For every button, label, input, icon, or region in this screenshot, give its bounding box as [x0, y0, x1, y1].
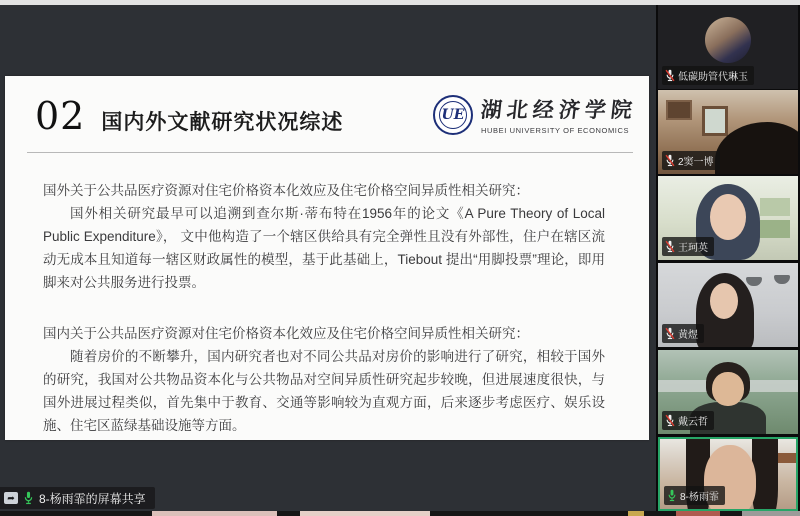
avatar [705, 17, 751, 63]
screen-share-banner [0, 487, 155, 509]
participant-name-label: 戴云哲 [662, 411, 714, 430]
desktop-edge-strip [0, 511, 800, 516]
university-seal-icon [433, 95, 473, 135]
participants-sidebar[interactable] [656, 5, 800, 511]
participant-tile-active-speaker[interactable] [658, 437, 798, 511]
screen-share-icon: ➦ [4, 492, 18, 504]
participant-name-label: 黄煜 [662, 324, 704, 343]
active-mic-icon [23, 491, 34, 505]
participant-name-label: 2窦一博 [662, 151, 720, 170]
active-mic-icon [667, 489, 677, 502]
university-name-cn: 湖北经济学院 [479, 97, 639, 122]
participant-tile[interactable] [658, 176, 798, 260]
slide-header [35, 94, 343, 138]
paragraph-2-heading: 国内关于公共品医疗资源对住宅价格资本化效应及住宅价格空间异质性相关研究： [43, 326, 529, 341]
participant-tile[interactable] [658, 5, 798, 89]
university-name-en: HUBEI UNIVERSITY OF ECONOMICS [481, 126, 630, 135]
seal-monogram: UE [441, 106, 465, 123]
paragraph-2-body: 随着房价的不断攀升，国内研究者也对不同公共品对房价的影响进行了研究，相较于国外的研究，我国对公共物品资本化与公共物品对空间异质性研究起步较晚，但进展速度很快，与国外进展过程类似，首先集中于教育、交通等影响较为直观方面，后来逐步考虑医疗、娱乐设施、住宅区蓝绿基础设施等方面。 [43, 349, 605, 433]
muted-mic-icon [665, 240, 675, 253]
slide-body [43, 179, 605, 437]
paragraph-1-heading: 国外关于公共品医疗资源对住宅价格资本化效应及住宅价格空间异质性相关研究： [43, 183, 529, 198]
participant-name-label: 低碳助管代琳玉 [662, 66, 754, 85]
participant-tile[interactable] [658, 263, 798, 347]
presentation-slide [5, 76, 649, 440]
participant-tile[interactable] [658, 350, 798, 434]
muted-mic-icon [665, 154, 675, 167]
section-number: 02 [35, 94, 86, 138]
slide-title: 国内外文献研究状况综述 [101, 111, 344, 134]
participant-tile[interactable] [658, 90, 798, 174]
muted-mic-icon [665, 69, 675, 82]
screen-share-stage [0, 5, 656, 511]
paragraph-1-body: 国外相关研究最早可以追溯到查尔斯·蒂布特在1956年的论文《A Pure Theory of Local Public Expenditure》， 文中他构造了一个辖区供给具有完全弹性且没有外部性，住户在辖区流动无成本且知道每一辖区财政属性的模型，基于此基础上，Tiebout 提出“用脚投票”理论，即用脚来对公共服务进行投票。 [43, 206, 605, 290]
participant-name-label: 王珂英 [662, 237, 714, 256]
participant-name-label: 8-杨雨霏 [664, 486, 725, 505]
title-divider [27, 152, 633, 153]
share-banner-label: 8-杨雨霏的屏幕共享 [39, 491, 146, 506]
university-logo [433, 94, 637, 135]
muted-mic-icon [665, 327, 675, 340]
muted-mic-icon [665, 414, 675, 427]
